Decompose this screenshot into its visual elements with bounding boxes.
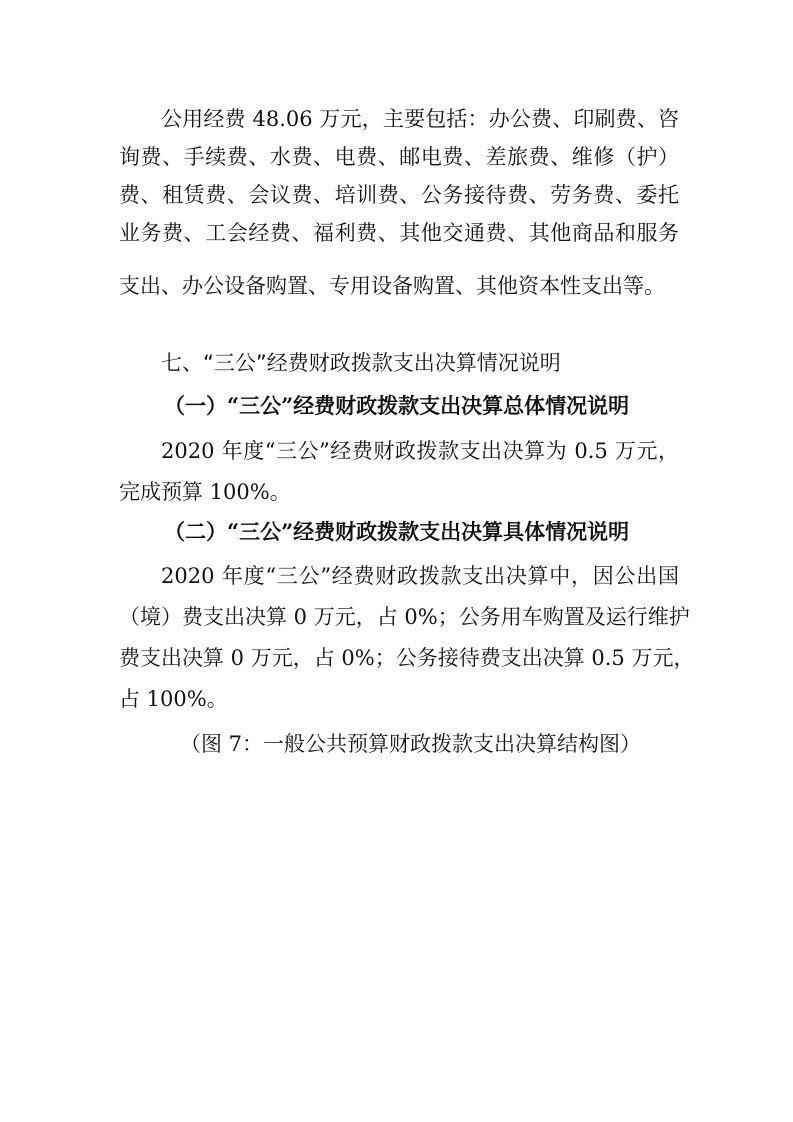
subsection-two-line-3: 费支出决算 0 万元，占 0%；公务接待费支出决算 0.5 万元， [119, 646, 695, 670]
public-expense-line-1: 公用经费 48.06 万元，主要包括：办公费、印刷费、咨 [161, 107, 679, 131]
public-expense-line-2: 询费、手续费、水费、电费、邮电费、差旅费、维修（护） [119, 145, 679, 169]
public-expense-line-4: 业务费、工会经费、福利费、其他交通费、其他商品和服务 [119, 221, 679, 245]
section-seven-title: 七、“三公”经费财政拨款支出决算情况说明 [161, 351, 561, 375]
subsection-two-line-2: （境）费支出决算 0 万元，占 0%；公务用车购置及运行维护 [119, 605, 690, 629]
subsection-one-line-2: 完成预算 100%。 [119, 480, 291, 504]
subsection-two-title: （二）“三公”经费财政拨款支出决算具体情况说明 [164, 519, 630, 544]
subsection-one-line-1: 2020 年度“三公”经费财政拨款支出决算为 0.5 万元， [161, 439, 679, 463]
figure-caption: （图 7：一般公共预算财政拨款支出决算结构图） [180, 732, 642, 756]
public-expense-line-5: 支出、办公设备购置、专用设备购置、其他资本性支出等。 [119, 274, 665, 298]
subsection-two-line-1: 2020 年度“三公”经费财政拨款支出决算中，因公出国 [161, 564, 679, 588]
public-expense-line-3: 费、租赁费、会议费、培训费、公务接待费、劳务费、委托 [119, 183, 679, 207]
subsection-two-line-4: 占 100%。 [119, 687, 228, 711]
subsection-one-title: （一）“三公”经费财政拨款支出决算总体情况说明 [164, 393, 630, 418]
